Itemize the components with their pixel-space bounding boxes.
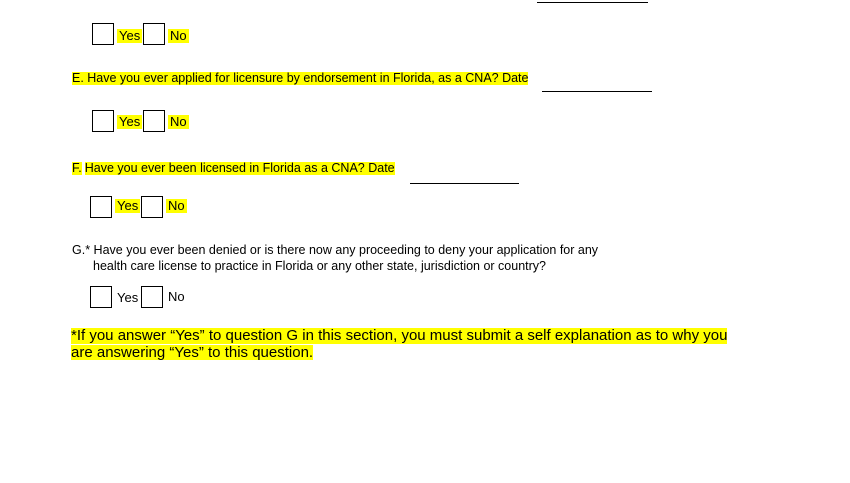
question-f-no-label: No	[168, 198, 185, 213]
question-e	[72, 71, 528, 85]
prev-yes-label: Yes	[119, 28, 141, 43]
question-e-no-label: No	[170, 114, 187, 129]
footnote-line2: are answering “Yes” to this question.	[71, 343, 314, 361]
question-e-date-line[interactable]	[542, 91, 652, 92]
question-f-yes-label: Yes	[117, 198, 139, 213]
question-e-yes-checkbox[interactable]	[92, 110, 114, 132]
question-g-yes-label: Yes	[117, 290, 139, 305]
question-f-yes-checkbox[interactable]	[90, 196, 112, 218]
prev-yes-checkbox[interactable]	[92, 23, 114, 45]
question-g	[72, 243, 598, 274]
prev-no-checkbox[interactable]	[143, 23, 165, 45]
previous-date-line[interactable]	[537, 2, 648, 3]
question-g-yes-checkbox[interactable]	[90, 286, 112, 308]
footnote	[71, 328, 727, 361]
question-e-yes-label: Yes	[119, 114, 141, 129]
question-g-prefix: G.*	[72, 243, 91, 257]
question-f	[72, 161, 395, 175]
question-f-no-checkbox[interactable]	[141, 196, 163, 218]
question-e-text: E. Have you ever applied for licensure by endorsement in Florida, as a CNA? Date	[72, 71, 529, 85]
footnote-line1: *If you answer “Yes” to question G in this section, you must submit a self explanation as to why you	[71, 327, 728, 344]
question-f-text: Have you ever been licensed in Florida as a CNA? Date	[84, 161, 395, 175]
question-f-letter: F.	[72, 161, 82, 175]
question-f-date-line[interactable]	[410, 183, 519, 184]
prev-no-label: No	[170, 28, 187, 43]
question-e-no-checkbox[interactable]	[143, 110, 165, 132]
question-g-no-checkbox[interactable]	[141, 286, 163, 308]
question-g-line2: health care license to practice in Florida or any other state, jurisdiction or country?	[93, 258, 547, 273]
question-g-line1: Have you ever been denied or is there now any proceeding to deny your application for any	[93, 243, 599, 257]
question-g-no-label: No	[168, 289, 185, 304]
